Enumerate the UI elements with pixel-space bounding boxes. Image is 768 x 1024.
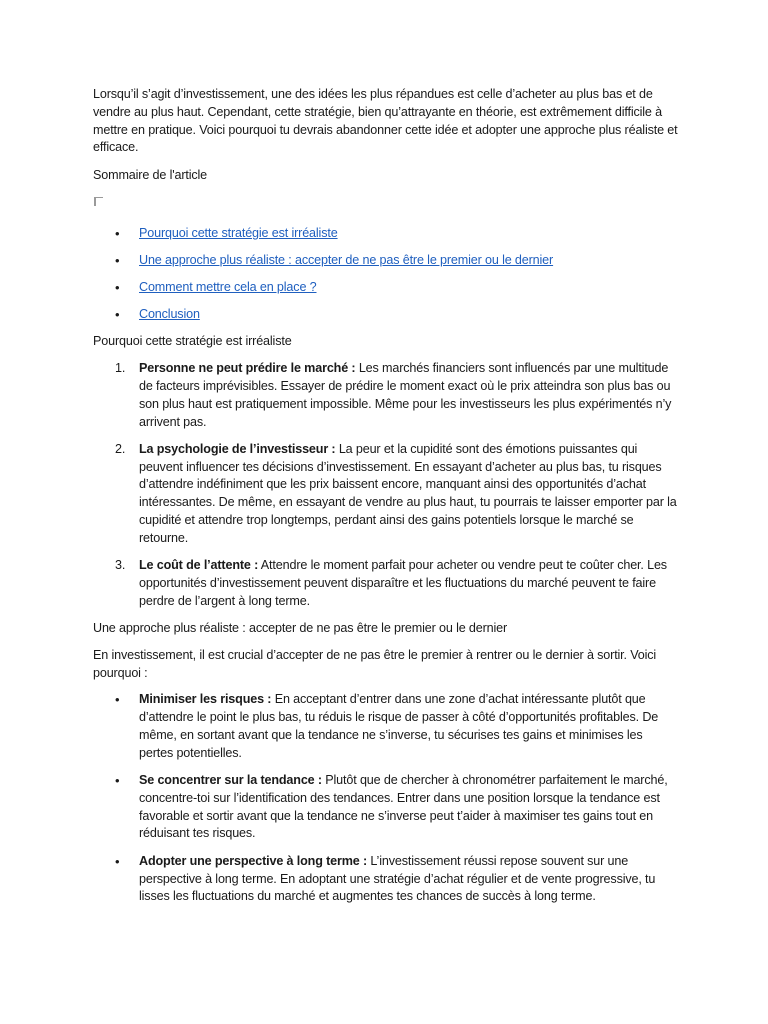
table-of-contents bbox=[93, 225, 678, 324]
item-text: En acceptant d’entrer dans une zone d’achat intéressante plutôt que d’attendre le point le plus bas, tu réduis le risque de passer à côté d’opportunités profitables. De même, en sortant avant que la tendance ne s’inverse, tu sécurises tes gains et minimises les pertes potentielles. bbox=[139, 692, 659, 760]
list-item bbox=[93, 691, 678, 762]
bullet-icon: • bbox=[115, 853, 120, 869]
toc-link-conclusion[interactable]: Conclusion bbox=[139, 307, 200, 322]
toc-link-irrealiste[interactable]: Pourquoi cette stratégie est irréaliste bbox=[139, 225, 338, 240]
item-title: Se concentrer sur la tendance : bbox=[139, 773, 322, 788]
item-number: 3. bbox=[115, 558, 126, 573]
numbered-list bbox=[93, 360, 678, 610]
toc-item bbox=[93, 252, 678, 270]
section-intro: En investissement, il est crucial d’accepter de ne pas être le premier à rentrer ou le dernier à sortir. Voici pourquoi : bbox=[93, 647, 657, 680]
item-title: La psychologie de l’investisseur : bbox=[139, 441, 336, 456]
item-title: Minimiser les risques : bbox=[139, 692, 272, 707]
bullet-icon: • bbox=[115, 692, 120, 708]
item-text: L’investissement réussi repose souvent sur une perspective à long terme. En adoptant une stratégie d’achat régulier et de vente progressive, tu lisses les fluctuations du marché et augmentes tes chances de succès à long terme. bbox=[139, 853, 656, 904]
item-text: Plutôt que de chercher à chronométrer parfaitement le marché, concentre-toi sur l’identification des tendances. Entrer dans une position lorsque la tendance est favorable et sortir avant que la tendance ne s’inverse peut t’aider à maximiser tes gains tout en réduisant tes risques. bbox=[139, 773, 668, 841]
list-item bbox=[93, 360, 678, 431]
summary-title: Sommaire de l'article bbox=[93, 168, 208, 183]
toc-toggle-icon[interactable] bbox=[94, 197, 105, 208]
item-title: Le coût de l’attente : bbox=[139, 558, 259, 573]
item-text: Attendre le moment parfait pour acheter ou vendre peut te coûter cher. Les opportunités d’investissement peuvent disparaître et les fluctuations du marché peuvent te faire perdre de l’argent à long terme. bbox=[139, 558, 667, 608]
document-page bbox=[93, 86, 678, 916]
intro-paragraph: Lorsqu’il s’agit d’investissement, une des idées les plus répandues est celle d’acheter au plus bas et de vendre au plus haut. Cependant, cette stratégie, bien qu’attrayante en théorie, est extrêmement difficile à mettre en pratique. Voici pourquoi tu devrais abandonner cette idée et adopter une approche plus réaliste et efficace. bbox=[93, 87, 678, 155]
toc-link-mettre-en-place[interactable]: Comment mettre cela en place ? bbox=[139, 280, 317, 295]
list-item bbox=[93, 853, 678, 906]
item-title: Adopter une perspective à long terme : bbox=[139, 853, 368, 868]
toc-link-approche[interactable]: Une approche plus réaliste : accepter de ne pas être le premier ou le dernier bbox=[139, 253, 554, 268]
section-heading: Une approche plus réaliste : accepter de ne pas être le premier ou le dernier bbox=[93, 621, 508, 636]
list-item bbox=[93, 557, 678, 610]
item-title: Personne ne peut prédire le marché : bbox=[139, 361, 356, 376]
item-text: La peur et la cupidité sont des émotions puissantes qui peuvent influencer tes décisions d’investissement. En essayant d’acheter au plus bas, tu risques d’attendre indéfiniment que les prix baissent encore, manquant ainsi des opportunités d’achat intéressantes. De même, en essayant de vendre au plus haut, tu pourrais te laisser emporter par la cupidité et attendre trop longtemps, perdant ainsi des gains potentiels lorsque le marché se retourne. bbox=[139, 441, 677, 545]
item-number: 2. bbox=[115, 441, 126, 456]
toc-item bbox=[93, 279, 678, 297]
section-heading: Pourquoi cette stratégie est irréaliste bbox=[93, 334, 292, 349]
toc-item bbox=[93, 306, 678, 324]
item-number: 1. bbox=[115, 361, 126, 376]
bullet-icon: • bbox=[115, 773, 120, 789]
bullet-list bbox=[93, 691, 678, 906]
item-text: Les marchés financiers sont influencés par une multitude de facteurs imprévisibles. Essayer de prédire le moment exact où le prix atteindra son plus bas ou son plus haut est pratiquement impossible. Même pour les investisseurs les plus expérimentés n’y arrivent pas. bbox=[139, 361, 672, 429]
list-item bbox=[93, 441, 678, 548]
toc-item bbox=[93, 225, 678, 243]
list-item bbox=[93, 772, 678, 843]
